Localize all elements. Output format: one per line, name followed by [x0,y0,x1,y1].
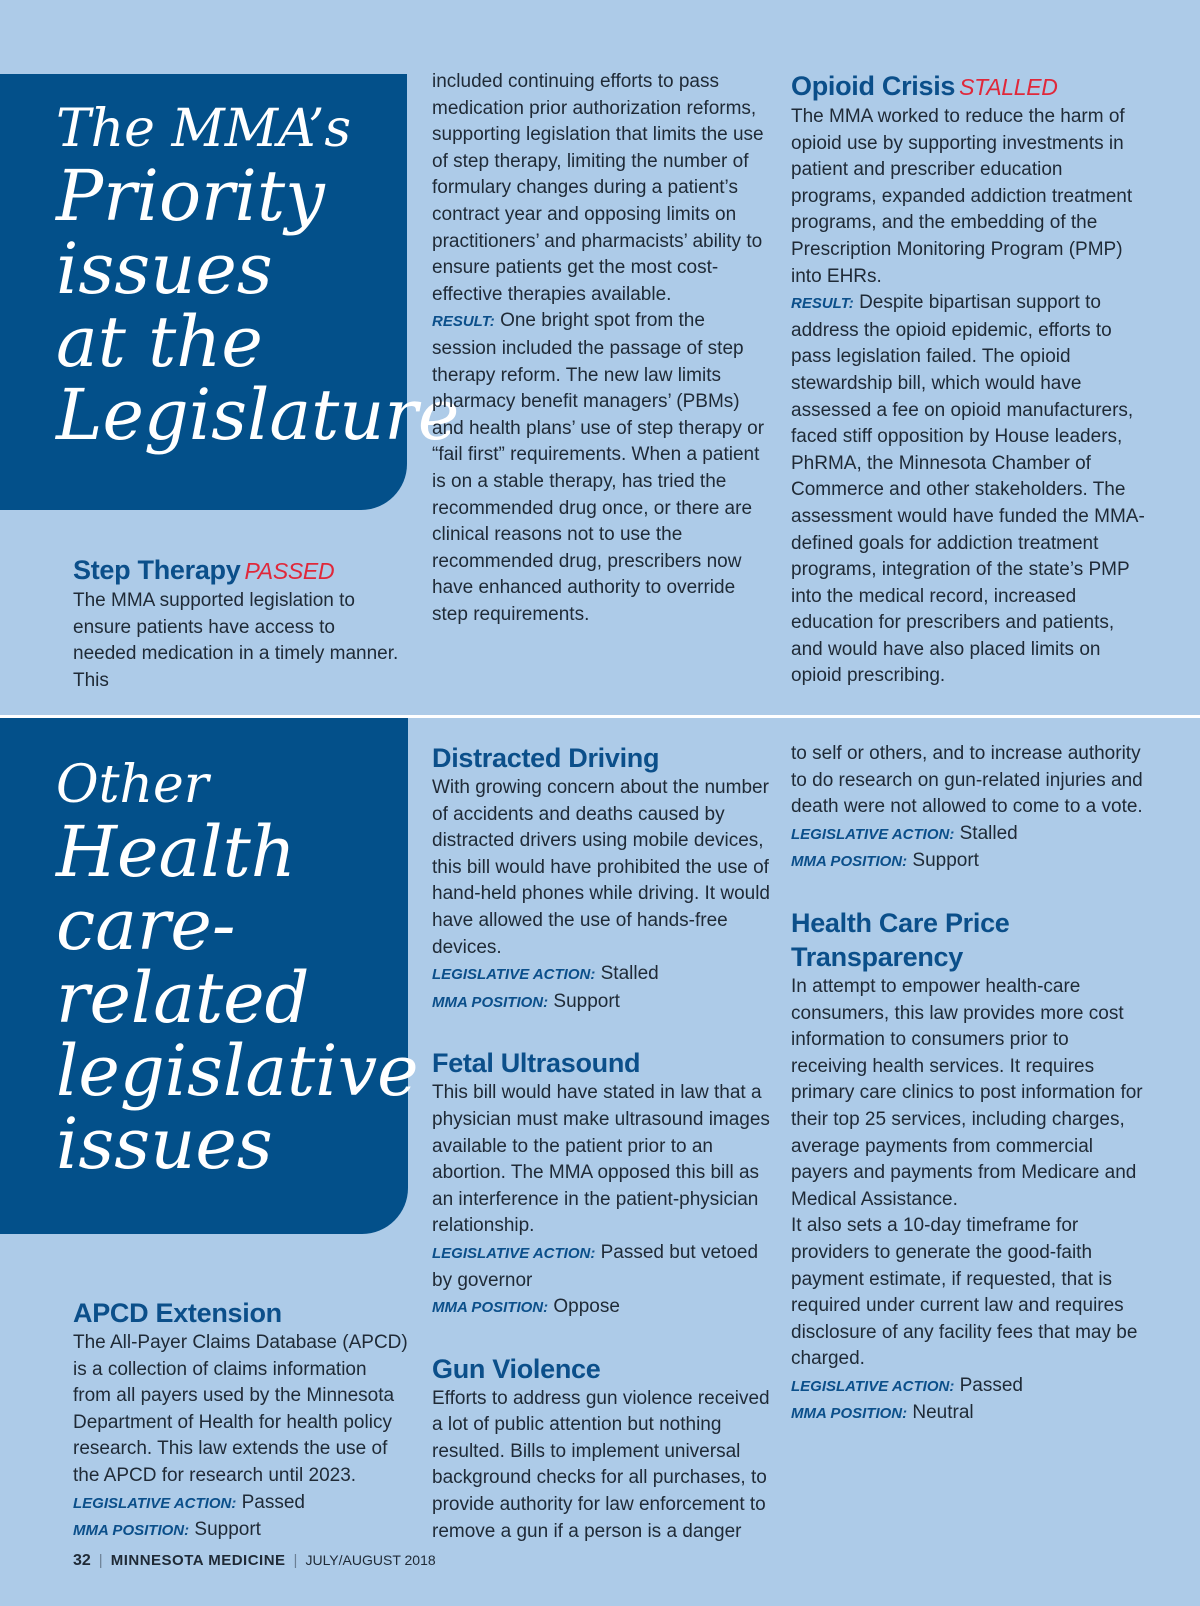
banner-title-line: issues [56,228,273,310]
mma-position-label: MMA POSITION: [432,993,549,1011]
mma-position-label: MMA POSITION: [432,1299,549,1317]
status-badge: STALLED [959,74,1058,100]
banner-title-line: care- [56,884,236,966]
page-number: 32 [73,1552,91,1569]
section-title: Opioid Crisis [791,71,956,101]
banner-title-line: at the [56,301,263,383]
legislative-action-line [791,1373,1146,1401]
price-transparency-section [791,906,1146,1428]
mma-position-line [791,848,1146,876]
banner-title-line: issues [56,1103,273,1185]
mma-position-value: Support [912,850,979,872]
magazine-name: MINNESOTA MEDICINE [110,1552,286,1569]
section-title: Health Care Price Transparency [791,907,1010,972]
banner-title-line: Health [56,811,296,893]
middle-column-bottom [432,741,772,1545]
legislative-action-line [432,1240,772,1294]
legislative-action-line [73,1490,408,1518]
mma-position-line [73,1517,408,1545]
opioid-crisis-section [791,69,1146,690]
issue-date: JULY/AUGUST 2018 [305,1552,436,1568]
gun-violence-section [432,1352,772,1546]
mma-position-label: MMA POSITION: [791,1405,908,1423]
page-footer: 32 | MINNESOTA MEDICINE | JULY/AUGUST 2018 [73,1552,436,1569]
banner-title-line: Priority [56,155,325,237]
legislative-action-label: LEGISLATIVE ACTION: [432,1244,596,1262]
section-body: included continuing efforts to pass medication prior authorization reforms, supporting legislation that limits the use of step therapy, limiting the number of formulary changes during a patient’s contract year and opposing limits on practitioners’ and pharmacists’ ability to ensure patients get the most cost-effective therapies available. [432,71,764,305]
result-label: RESULT: [791,295,854,313]
section-body: The MMA worked to reduce the harm of opioid use by supporting investments in patient and prescriber education programs, expanded addiction treatment programs, and the embedding of the Prescription Monitoring Program (PMP) into EHRs. [791,106,1133,287]
section-title: APCD Extension [73,1298,282,1328]
legislative-action-label: LEGISLATIVE ACTION: [73,1494,237,1512]
mma-position-line [791,1400,1146,1428]
fetal-ultrasound-section [432,1046,772,1321]
result-paragraph [432,308,772,628]
mma-position-value: Support [553,990,620,1012]
section-title: Fetal Ultrasound [432,1048,641,1079]
legislative-action-value: Passed [959,1374,1023,1396]
mma-position-value: Neutral [912,1402,974,1424]
gun-violence-continued [791,741,1146,876]
other-issues-banner [0,718,419,1234]
mma-position-value: Support [194,1519,261,1541]
result-label: RESULT: [432,313,495,331]
legislative-action-value: Stalled [959,822,1018,844]
priority-issues-banner [0,74,460,510]
legislative-action-value: Passed [241,1491,305,1513]
result-text: Despite bipartisan support to address the opioid epidemic, efforts to pass legislation failed. The opioid stewardship bill, which would have assessed a fee on opioid manufacturers, faced stiff opposition by House leaders, PhRMA, the Minnesota Chamber of Commerce and other stakeholders. The assessment would have funded the MMA-defined goals for addiction treatment programs, integration of the state’s PMP into the medical record, increased education for prescribers and patients, and would have also placed limits on opioid prescribing. [791,292,1145,687]
mma-position-line [432,989,772,1017]
mma-position-value: Oppose [553,1296,620,1318]
section-heading [73,553,403,588]
section-body: The MMA supported legislation to ensure patients have access to needed medication in a timely manner. This [73,590,399,691]
legislative-action-label: LEGISLATIVE ACTION: [432,966,596,984]
section-title: Gun Violence [432,1353,601,1384]
section-title: Step Therapy [73,555,241,585]
step-therapy-section [73,553,403,694]
banner-title-line: Legislature [56,374,460,456]
legislative-action-line [432,961,772,989]
section-title: Distracted Driving [432,743,660,773]
banner-subtitle: The MMA’s [56,99,352,159]
section-body: With growing concern about the number of accidents and deaths caused by distracted drivers using mobile devices, this bill would have prohibited the use of hand-held phones while driving. It would have allowed the use of hands-free devices. [432,777,770,958]
step-therapy-continued [432,69,772,628]
result-paragraph [791,290,1146,690]
legislative-action-value: Stalled [600,963,659,985]
right-column-bottom [791,741,1146,1428]
status-badge: PASSED [244,558,335,584]
section-body: to self or others, and to increase authority to do research on gun-related injuries and death were not allowed to come to a vote. [791,743,1143,818]
distracted-driving-section [432,741,772,1016]
legislative-action-line [791,821,1146,849]
legislative-action-label: LEGISLATIVE ACTION: [791,825,955,843]
mma-position-line [432,1294,772,1322]
banner-title-line: legislative [56,1030,419,1112]
banner-title-line: related [56,957,310,1039]
legislative-action-label: LEGISLATIVE ACTION: [791,1377,955,1395]
mma-position-label: MMA POSITION: [73,1522,190,1540]
result-text: One bright spot from the session included the passage of step therapy reform. The new law limits pharmacy benefit managers’ (PBMs) and health plans’ use of step therapy or “fail first” requirements. When a patient is on a stable therapy, has tried the recommended drug once, or there are clinical reasons not to use the recommended drug, prescribers now have enhanced authority to override step requirements. [432,310,765,625]
mma-position-label: MMA POSITION: [791,853,908,871]
apcd-extension-section [73,1296,408,1545]
section-body: Efforts to address gun violence received a lot of public attention but nothing resulted. Bills to implement universal background checks for all purchases, to provide authority for law enforcement to remove a gun if a person is a danger [432,1387,770,1542]
section-heading [791,69,1146,104]
section-body: This bill would have stated in law that a physician must make ultrasound images available to the patient prior to an abortion. The MMA opposed this bill as an interference in the patient-physician relationship. [432,1082,770,1237]
section-body: It also sets a 10-day timeframe for providers to generate the good-faith payment estimate, if requested, that is required under current law and requires disclosure of any facility fees that may be charged. [791,1215,1138,1370]
legislative-action-value: Passed but vetoed by governor [432,1241,759,1291]
section-body: In attempt to empower health-care consumers, this law provides more cost information to consumers prior to receiving health services. It requires primary care clinics to post information for their top 25 services, including charges, average payments from commercial payers and payments from Medicare and Medical Assistance. [791,975,1143,1210]
section-body: The All-Payer Claims Database (APCD) is a collection of claims information from all payers used by the Minnesota Department of Health for health policy research. This law extends the use of the APCD for research until 2023. [73,1332,408,1486]
banner-subtitle: Other [56,755,209,815]
